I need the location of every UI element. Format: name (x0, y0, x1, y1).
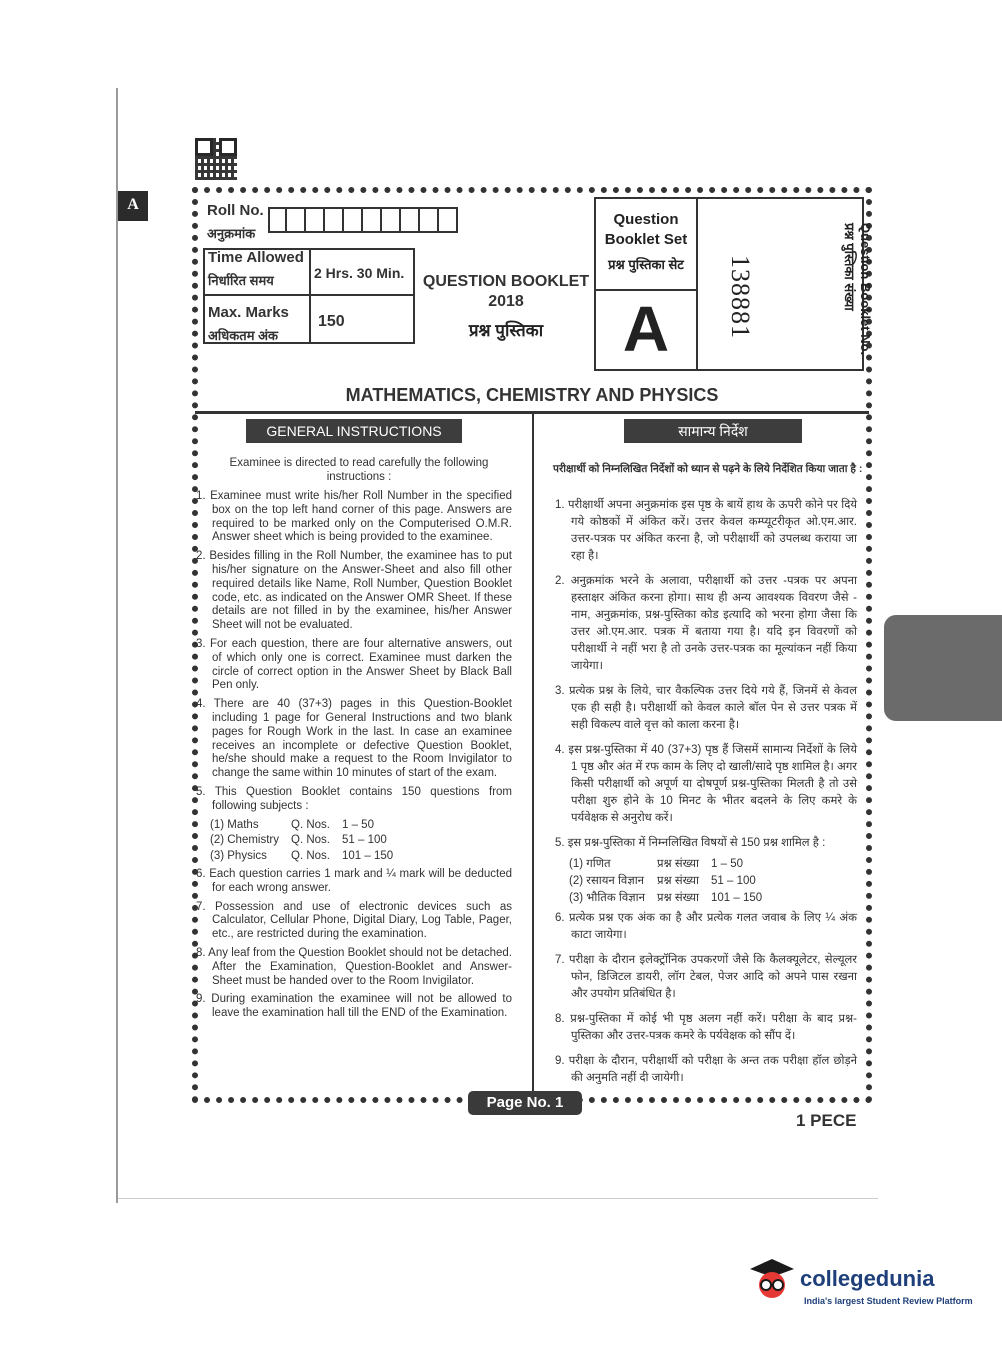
subject-range: 1 – 50 (342, 818, 374, 831)
table-row (210, 818, 405, 834)
hindi-item-3: 3. प्रत्येक प्रश्न के लिये, चार वैकल्पिक उत्तर दिये गये हैं, जिनमें से केवल एक ही सही है। परीक्षार्थी को केवल काले बॉल पेन से उत्तर पत्रक में सही विकल्प वाले वृत्त को काला करना है। (555, 685, 857, 731)
table-row (210, 833, 405, 849)
qr-code (195, 138, 237, 180)
subject-range: 101 – 150 (342, 850, 394, 863)
english-item-4: 4. There are 40 (37+3) pages in this Question-Booklet including 1 page for General Instructions and two blank pages for Rough Work in the last. In case an examinee receives an incomplete or defective Question Booklet, he/she should make a request to the Room Invigilator to change the same within 10 minutes of start of the exam. (196, 698, 512, 780)
scan-bottom-edge (118, 1198, 878, 1199)
hindi-item-9: 9. परीक्षा के दौरान, परीक्षार्थी को परीक्षा के अन्त तक परीक्षा हॉल छोड़ने की अनुमति नहीं दी जायेगी। (555, 1055, 857, 1084)
hindi-subject-table (569, 856, 774, 907)
booklet-hindi: प्रश्न पुस्तिका (468, 321, 544, 340)
max-marks-value: 150 (318, 313, 345, 330)
subject-name: (1) गणित (569, 858, 611, 870)
time-value: 2 Hrs. 30 Min. (314, 265, 405, 281)
roll-no-hindi: अनुक्रमांक (207, 226, 256, 241)
table-row (569, 890, 774, 907)
english-item-1: 1. Examinee must write his/her Roll Number in the specified box on the top left hand corner of this page. Answers are required to be marked only on the Computerised O.M.R. Answer sheet which is being provided to the examinee. (196, 490, 512, 544)
table-row (569, 873, 774, 890)
subject-q: Q. Nos. (291, 818, 330, 831)
subject-name: (2) Chemistry (210, 834, 280, 847)
hindi-instructions-heading: सामान्य निर्देश (624, 419, 802, 443)
table-row (569, 856, 774, 873)
subject-q: Q. Nos. (291, 850, 330, 863)
subject-q: प्रश्न संख्या (656, 892, 700, 904)
side-set-letter: A (118, 191, 148, 221)
booklet-no-cell (696, 197, 864, 371)
subject-q: Q. Nos. (291, 834, 330, 847)
set-letter: A (622, 293, 670, 365)
set-label: Question Booklet Set (604, 211, 688, 248)
time-allowed-hindi: निर्धारित समय (208, 273, 274, 288)
time-allowed-label: Time Allowed (208, 249, 304, 266)
watermark-tagline: India's largest Student Review Platform (804, 1296, 973, 1306)
hindi-item-4: 4. इस प्रश्न-पुस्तिका में 40 (37+3) पृष्ठ हैं जिसमें सामान्य निर्देशों के लिये 1 पृष्ठ और अंत में रफ काम के लिए दो खाली/सादे पृष्ठ शामिल है। अगर किसी परीक्षार्थी को अपूर्ण या दोषपूर्ण प्रश्न-पुस्तिका मिलती है तो उसे परीक्षा शुरु होने के 10 मिनट के भीतर बदलने के लिए कमरे के पर्यवेक्षक से अनुरोध करें। (555, 744, 857, 824)
serial-number: 138881 (726, 255, 755, 339)
max-marks-hindi: अधिकतम अंक (208, 328, 278, 343)
table-row (210, 849, 405, 865)
subject-name: (2) रसायन विज्ञान (569, 875, 645, 887)
hindi-item-7: 7. परीक्षा के दौरान इलेक्ट्रॉनिक उपकरणों जैसे कि कैलक्यूलेटर, सेल्यूलर फोन, डिजिटल डायरी, लॉग टेबल, पेजर आदि को अपने पास रखना और उपयोग प्रतिबंधित है। (555, 954, 857, 1000)
subject-name: (3) Physics (210, 850, 267, 863)
scan-edge (116, 88, 118, 1203)
max-marks-label: Max. Marks (208, 304, 289, 321)
collegedunia-logo-icon (748, 1255, 794, 1301)
subjects-title: MATHEMATICS, CHEMISTRY AND PHYSICS (345, 385, 719, 405)
hindi-item-8: 8. प्रश्न-पुस्तिका में कोई भी पृष्ठ अलग नहीं करें। परीक्षा के बाद प्रश्न-पुस्तिका और उत्तर-पत्रक कमरे के पर्यवेक्षक को सौंप दें। (555, 1013, 857, 1042)
english-instructions (196, 490, 512, 1026)
subject-range: 51 – 100 (342, 834, 387, 847)
hindi-item-2: 2. अनुक्रमांक भरने के अलावा, परीक्षार्थी को उत्तर -पत्रक पर अपना हस्ताक्षर अंकित करना होगा। साथ ही अन्य आवश्यक विवरण जैसे - नाम, अनुक्रमांक, प्रश्न-पुस्तिका कोड इत्यादि को भरना होगा जैसा कि उत्तर ओ.एम.आर. पत्रक में बताया गया है। यदि इन विवरणों को परीक्षार्थी ने नहीं भरा है तो उनके उत्तर-पत्रक का मूल्यांकन नहीं किया जायेगा। (555, 575, 857, 672)
hindi-item-6: 6. प्रत्येक प्रश्न एक अंक का है और प्रत्येक गलत जवाब के लिए ¼ अंक काटा जायेगा। (555, 912, 857, 941)
english-item-9: 9. During examination the examinee will not be allowed to leave the examination hall till the END of the Examination. (196, 993, 512, 1020)
hindi-item-1: 1. परीक्षार्थी अपना अनुक्रमांक इस पृष्ठ के बायें हाथ के ऊपरी कोने पर दिये गये कोष्ठकों में अंकित करें। उत्तर केवल कम्प्यूटरीकृत ओ.एम.आर. उत्तर-पत्रक पर अंकित करना है, जो परीक्षार्थी को उपलब्ध कराया जा रहा है। (555, 499, 857, 562)
roll-no-boxes[interactable] (268, 207, 458, 233)
english-intro: Examinee is directed to read carefully the following instructions : (229, 457, 489, 483)
set-hindi: प्रश्न पुस्तिका सेट (608, 257, 684, 272)
subject-name: (3) भौतिक विज्ञान (569, 892, 645, 904)
subject-range: 101 – 150 (711, 892, 763, 904)
booklet-year: 2018 (488, 293, 524, 310)
subject-name: (1) Maths (210, 818, 259, 831)
hindi-instructions (555, 497, 857, 1095)
page-number-badge: Page No. 1 (468, 1091, 582, 1115)
subject-q: प्रश्न संख्या (656, 858, 700, 870)
english-subject-table (210, 818, 405, 865)
booklet-title-text: QUESTION BOOKLET (422, 273, 590, 290)
booklet-no-en: Question Booklet No. (858, 223, 873, 356)
column-divider (532, 414, 534, 1100)
booklet-no-label (841, 223, 873, 373)
english-item-8: 8. Any leaf from the Question Booklet should not be detached. After the Examination, Question-Booklet and Answer-Sheet must be handed over to the Room Invigilator. (196, 946, 512, 987)
english-item-2: 2. Besides filling in the Roll Number, the examinee has to put his/her signature on the Answer-Sheet and also fill other required details like Name, Roll Number, Question Booklet code, etc. as indicated on the Answer OMR Sheet. If these details are not filled in by the examinee, his/her Answer Sheet will not be evaluated. (196, 550, 512, 632)
general-instructions-heading: GENERAL INSTRUCTIONS (246, 419, 462, 443)
page-side-tab (884, 615, 1002, 721)
subject-q: प्रश्न संख्या (656, 875, 700, 887)
watermark-brand: collegedunia (800, 1266, 935, 1291)
booklet-title (416, 272, 596, 312)
hindi-item-5: 5. इस प्रश्न-पुस्तिका में निम्नलिखित विषयों से 150 प्रश्न शामिल है : (555, 837, 826, 849)
roll-no-label: Roll No. (207, 202, 264, 219)
english-item-5: 5. This Question Booklet contains 150 questions from following subjects : (196, 785, 512, 812)
subject-range: 51 – 100 (711, 875, 756, 887)
english-item-3: 3. For each question, there are four alternative answers, out of which only one is correct. Examinee must darken the circle of correct option in the Answer Sheet by Black Ball Pen only. (196, 637, 512, 692)
booklet-no-hi: प्रश्न पुस्तिका संख्या (842, 223, 857, 311)
subject-range: 1 – 50 (711, 858, 743, 870)
hindi-intro: परीक्षार्थी को निम्नलिखित निर्देशों को ध्यान से पढ़ने के लिये निर्देशित किया जाता है : (553, 463, 863, 475)
english-item-6: 6. Each question carries 1 mark and ¼ mark will be deducted for each wrong answer. (196, 867, 512, 894)
english-item-7: 7. Possession and use of electronic devices such as Calculator, Cellular Phone, Digital Diary, Log Table, Pager, etc., are restricted during the examination. (196, 900, 512, 941)
pece-code: 1 PECE (796, 1111, 857, 1130)
